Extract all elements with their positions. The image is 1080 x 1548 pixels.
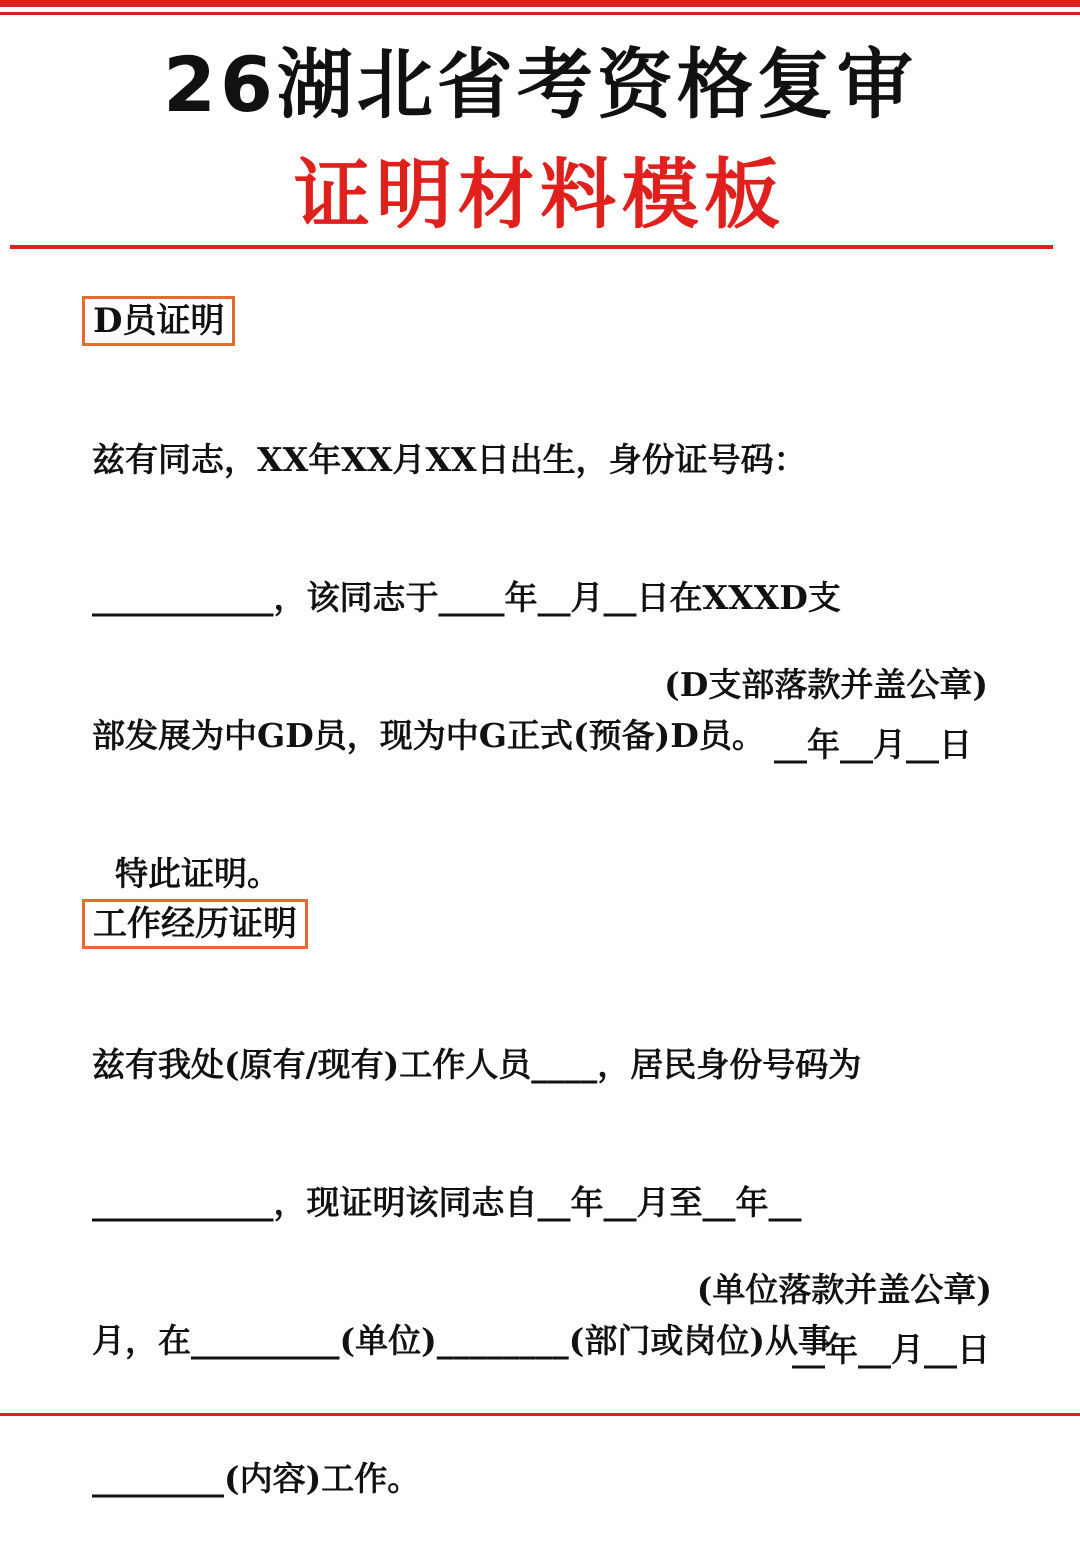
- page-title: 26湖北省考资格复审: [163, 40, 917, 129]
- header-divider: [10, 245, 1053, 249]
- body-line: ___________，现证明该同志自__年__月至__年__: [92, 1183, 802, 1222]
- top-rule-thin: [0, 12, 1080, 15]
- body-line: ___________，该同志于____年__月__日在XXXD支: [92, 578, 841, 617]
- party-stamp-note: (D支部落款并盖公章): [664, 665, 988, 704]
- party-certificate-body: [92, 352, 992, 943]
- body-line: 月，在_________(单位)________(部门或岗位)从事: [92, 1321, 831, 1360]
- body-line: 兹有我处(原有/现有)工作人员____，居民身份号码为: [92, 1045, 862, 1084]
- unit-stamp-note: (单位落款并盖公章): [696, 1270, 992, 1309]
- section-label-work-experience: 工作经历证明: [82, 899, 308, 949]
- unit-date-line: __年__月__日: [792, 1330, 990, 1369]
- body-line: 特此证明。: [92, 854, 280, 893]
- bottom-rule: [0, 1413, 1080, 1416]
- top-rule-thick: [0, 0, 1080, 7]
- section-label-party-certificate: D员证明: [82, 296, 235, 346]
- party-date-line: __年__月__日: [774, 725, 972, 764]
- body-line: 兹有同志，XX年XX月XX日出生，身份证号码：: [92, 440, 807, 479]
- body-line: 部发展为中GD员，现为中G正式(预备)D员。: [92, 716, 765, 755]
- work-experience-body: [92, 957, 992, 1548]
- body-line: ________(内容)工作。: [92, 1459, 421, 1498]
- page-subtitle: 证明材料模板: [294, 150, 786, 239]
